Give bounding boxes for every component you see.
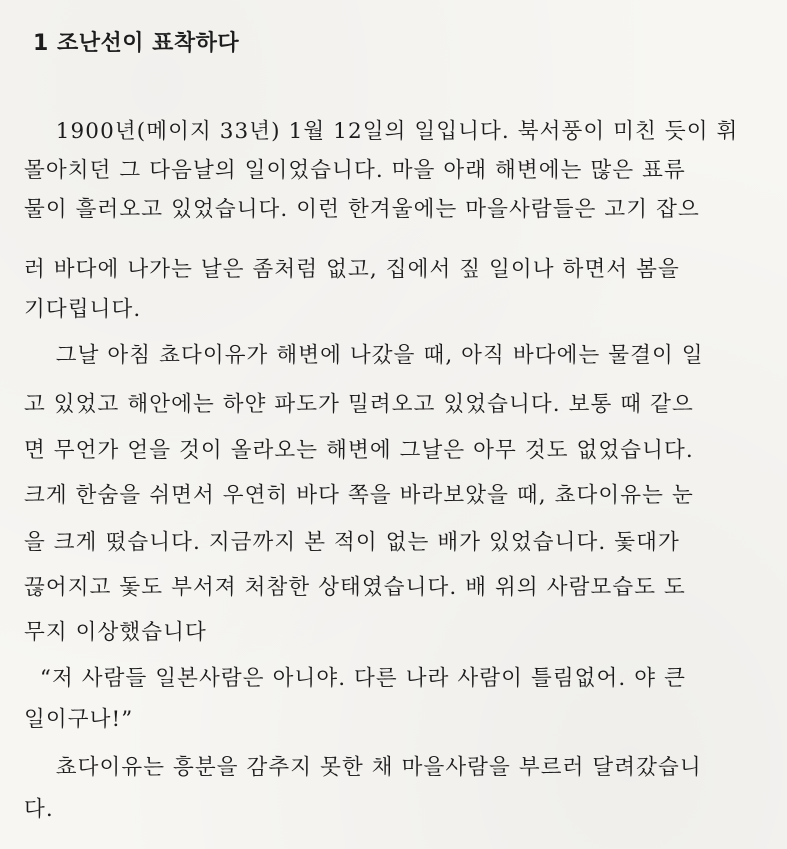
- paragraph-line: 무지 이상했습니다: [24, 620, 207, 645]
- paragraph-line: 을 크게 떴습니다. 지금까지 본 적이 없는 배가 있었습니다. 돛대가: [24, 530, 680, 555]
- paragraph-line: 일이구나!”: [24, 707, 134, 732]
- paragraph-line: 쵸다이유는 흥분을 감추지 못한 채 마을사람을 부르러 달려갔습니: [24, 755, 702, 780]
- paragraph-line: 기다립니다.: [24, 297, 142, 322]
- paragraph-line: 그날 아침 쵸다이유가 해변에 나갔을 때, 아직 바다에는 물결이 일: [24, 343, 704, 368]
- section-title: 1 조난선이 표착하다: [33, 31, 240, 56]
- paragraph-line: 끊어지고 돛도 부서져 처참한 상태였습니다. 배 위의 사람모습도 도: [24, 575, 686, 600]
- paragraph-line: “저 사람들 일본사람은 아니야. 다른 나라 사람이 틀림없어. 야 큰: [24, 666, 686, 691]
- paragraph-line: 다.: [24, 797, 54, 822]
- paragraph-line: 면 무언가 얻을 것이 올라오는 해변에 그날은 아무 것도 없었습니다.: [24, 438, 694, 463]
- paragraph-line: 1900년(메이지 33년) 1월 12일의 일입니다. 북서풍이 미친 듯이 휘: [24, 119, 739, 144]
- paragraph-line: 크게 한숨을 쉬면서 우연히 바다 쪽을 바라보았을 때, 쵸다이유는 눈: [24, 483, 694, 508]
- paragraph-line: 몰아치던 그 다음날의 일이었습니다. 마을 아래 해변에는 많은 표류: [24, 158, 686, 183]
- paragraph-line: 러 바다에 나가는 날은 좀처럼 없고, 집에서 짚 일이나 하면서 봄을: [24, 257, 680, 282]
- paragraph-line: 물이 흘러오고 있었습니다. 이런 한겨울에는 마을사람들은 고기 잡으: [24, 197, 700, 222]
- paragraph-line: 고 있었고 해안에는 하얀 파도가 밀려오고 있었습니다. 보통 때 같으: [24, 392, 694, 417]
